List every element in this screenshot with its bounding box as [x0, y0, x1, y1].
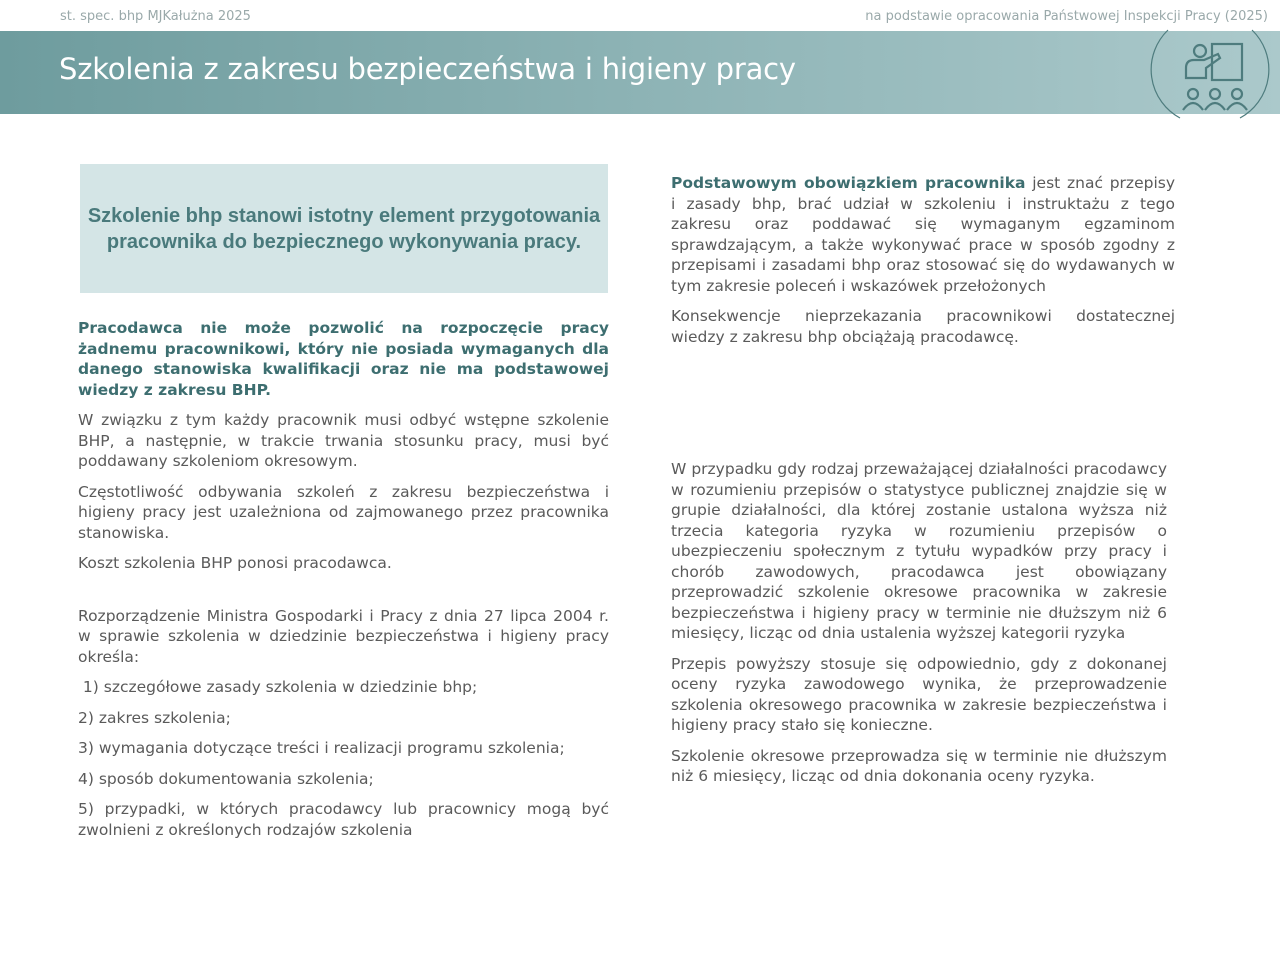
right-column-top	[671, 173, 1175, 357]
left-column	[78, 318, 609, 850]
paragraph: Rozporządzenie Ministra Gospodarki i Pracy z dnia 27 lipca 2004 r. w sprawie szkolenia w dziedzinie bezpieczeństwa i higieny pracy określa:	[78, 606, 609, 666]
list-item: 4) sposób dokumentowania szkolenia;	[78, 769, 374, 788]
right-column-bottom	[671, 459, 1167, 797]
teacher-presentation-icon	[1150, 22, 1270, 122]
paragraph: Szkolenie okresowe przeprowadza się w terminie nie dłuższym niż 6 miesięcy, licząc od dnia dokonania oceny ryzyka.	[671, 746, 1167, 785]
employee-obligation-text: jest znać przepisy i zasady bhp, brać udział w szkoleniu i instruktażu z tego zakresu oraz poddawać się wymaganym egzaminom sprawdzającym, a także wykonywać prace w sposób zgodny z przepisami i zasadami bhp oraz stosować się do wydawanych w tym zakresie poleceń i wskazówek przełożonych	[671, 174, 1175, 295]
page-title: Szkolenia z zakresu bezpieczeństwa i higieny pracy	[59, 52, 796, 86]
paragraph: W przypadku gdy rodzaj przeważającej działalności pracodawcy w rozumieniu przepisów o statystyce publicznej znajdzie się w grupie działalności, dla której zostanie ustalona wyższa niż trzecia kategoria ryzyka w rozumieniu przepisów o ubezpieczeniu społecznym z tytułu wypadków przy pracy i chorób zawodowych, pracodawca jest obowiązany przeprowadzić szkolenie okresowe pracownika w zakresie bezpieczeństwa i higieny pracy w terminie nie dłuższym niż 6 miesięcy, licząc od dnia ustalenia wyższej kategorii ryzyka	[671, 460, 1167, 642]
highlight-box	[80, 164, 608, 293]
source-note: na podstawie opracowania Państwowej Inspekcji Pracy (2025)	[865, 9, 1268, 24]
paragraph: W związku z tym każdy pracownik musi odbyć wstępne szkolenie BHP, a następnie, w trakcie trwania stosunku pracy, musi być poddawany szkoleniom okresowym.	[78, 411, 609, 470]
list-item: 2) zakres szkolenia;	[78, 708, 231, 727]
highlight-text: Szkolenie bhp stanowi istotny element przygotowania pracownika do bezpiecznego wykonywania pracy.	[87, 204, 601, 253]
list-item: 5) przypadki, w których pracodawcy lub pracownicy mogą być zwolnieni z określonych rodzajów szkolenia	[78, 800, 609, 839]
paragraph: Koszt szkolenia BHP ponosi pracodawca.	[78, 554, 392, 572]
paragraph: Częstotliwość odbywania szkoleń z zakresu bezpieczeństwa i higieny pracy jest uzależniona od zajmowanego przez pracownika stanowiska.	[78, 482, 609, 542]
author-note: st. spec. bhp MJKałużna 2025	[60, 9, 251, 24]
paragraph: Przepis powyższy stosuje się odpowiednio, gdy z dokonanej oceny ryzyka zawodowego wynika, że przeprowadzenie szkolenia okresowego pracownika w zakresie bezpieczeństwa i higieny pracy stało się konieczne.	[671, 654, 1167, 734]
employer-obligation: Pracodawca nie może pozwolić na rozpoczęcie pracy żadnemu pracownikowi, który nie posiada wymaganych dla danego stanowiska kwalifikacji oraz nie ma podstawowej wiedzy z zakresu BHP.	[78, 319, 609, 399]
employee-obligation	[671, 173, 1175, 296]
employee-obligation-bold: Podstawowym obowiązkiem pracownika	[671, 174, 1026, 192]
list-item: 3) wymagania dotyczące treści i realizacji programu szkolenia;	[78, 739, 565, 757]
list-item: 1) szczegółowe zasady szkolenia w dziedzinie bhp;	[78, 678, 478, 696]
header-banner	[0, 31, 1280, 114]
paragraph: Konsekwencje nieprzekazania pracownikowi dostatecznej wiedzy z zakresu bhp obciążają pracodawcę.	[671, 307, 1175, 346]
